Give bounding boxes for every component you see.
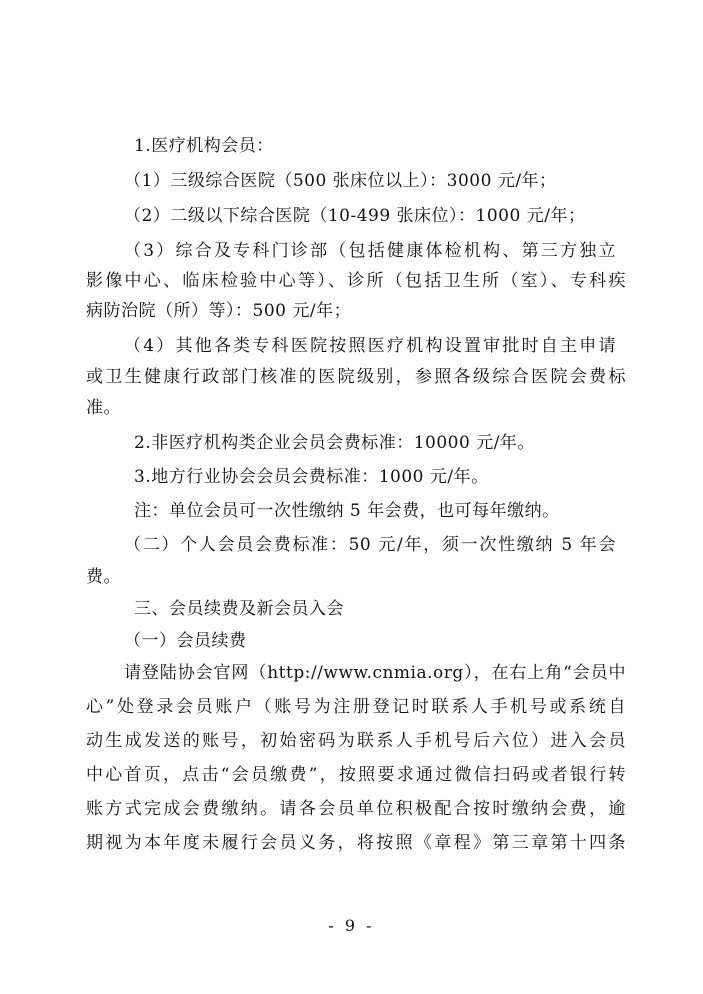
fee-item-secondary-hospital: （2）二级以下综合医院（10-499 张床位）：1000 元/年； <box>124 206 586 226</box>
renewal-instructions-line-2: 心”处登录会员账户（账号为注册登记时联系人手机号或系统自 <box>86 697 626 717</box>
fee-item-clinics-line-3: 病防治院（所）等）：500 元/年； <box>86 301 352 321</box>
fee-item-specialty-hospital-line-1: （4）其他各类专科医院按照医疗机构设置审批时自主申请 <box>124 336 616 356</box>
renewal-instructions-line-3: 动生成发送的账号，初始密码为联系人手机号后六位）进入会员 <box>86 731 626 751</box>
fee-item-clinics-line-1: （3）综合及专科门诊部（包括健康体检机构、第三方独立 <box>124 241 616 261</box>
section-heading-renewal-and-admission: 三、会员续费及新会员入会 <box>134 599 344 619</box>
renewal-instructions-line-1: 请登陆协会官网（http://www.cnmia.org），在右上角“会员中 <box>124 663 626 683</box>
subsection-heading-renewal: （一）会员续费 <box>124 631 247 651</box>
renewal-instructions-line-5: 账方式完成会费缴纳。请各会员单位积极配合按时缴纳会费，逾 <box>86 799 626 819</box>
individual-member-fee-line-1: （二）个人会员会费标准：50 元/年，须一次性缴纳 5 年会 <box>124 535 616 555</box>
non-medical-enterprise-fee: 2.非医疗机构类企业会员会费标准：10000 元/年。 <box>134 433 535 453</box>
fee-item-tertiary-hospital: （1）三级综合医院（500 张床位以上）：3000 元/年； <box>124 171 557 191</box>
section-heading-medical-institution-members: 1.医疗机构会员： <box>134 136 274 156</box>
fee-item-specialty-hospital-line-3: 准。 <box>86 398 121 418</box>
renewal-instructions-line-6: 期视为本年度未履行会员义务，将按照《章程》第三章第十四条 <box>86 833 626 853</box>
renewal-instructions-line-4: 中心首页，点击“会员缴费”，按照要求通过微信扫码或者银行转 <box>86 765 626 785</box>
page-number: - 9 - <box>328 916 375 935</box>
local-association-fee: 3.地方行业协会会员会费标准：1000 元/年。 <box>134 467 489 487</box>
individual-member-fee-line-2: 费。 <box>86 567 121 587</box>
fee-item-specialty-hospital-line-2: 或卫生健康行政部门核准的医院级别，参照各级综合医院会费标 <box>86 367 626 387</box>
payment-note: 注：单位会员可一次性缴纳 5 年会费，也可每年缴纳。 <box>134 501 560 521</box>
fee-item-clinics-line-2: 影像中心、临床检验中心等）、诊所（包括卫生所（室）、专科疾 <box>86 271 626 291</box>
